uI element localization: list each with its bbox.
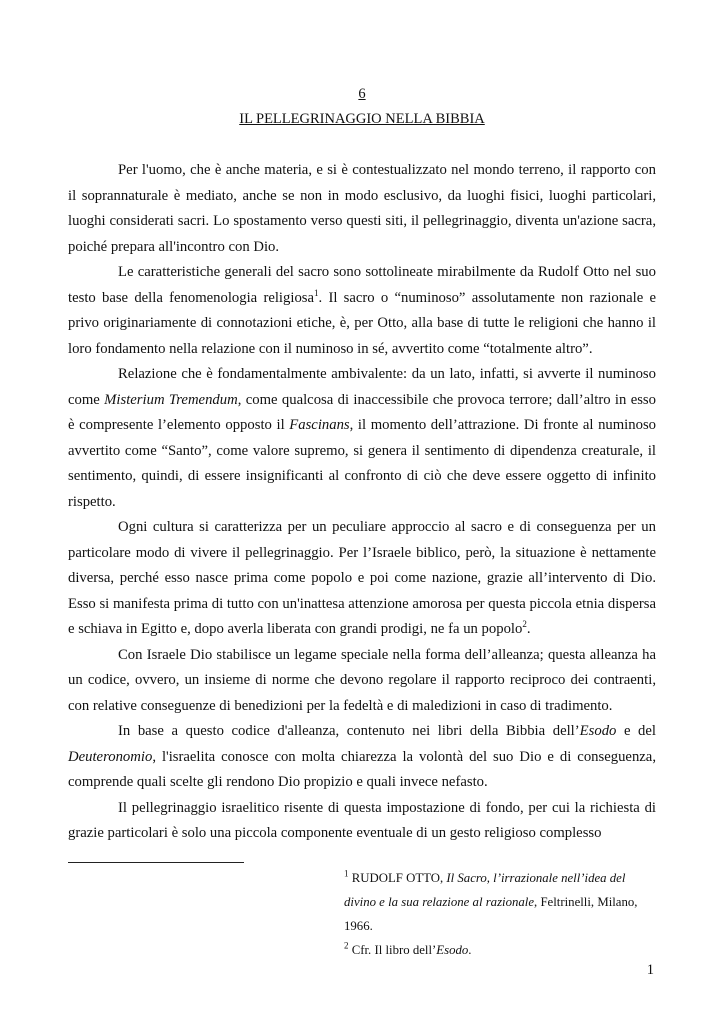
paragraph-text: , il momento dell’attrazione. Di fronte al numinoso avvertito come “Santo”, come valore supremo, si genera il sentimento di dipendenza creaturale, il sentimento, quindi, di essere insignificanti al confronto di ciò che deve essere oggetto di infinito rispetto. — [68, 417, 657, 510]
paragraph-text: Per l'uomo, che è anche materia, e si è contestualizzato nel mondo terreno, il rapporto con il soprannaturale è mediato, anche se non in modo esclusivo, da luoghi fisici, luoghi particolari, luoghi considerati sacri. Lo spostamento verso questi siti, il pellegrinaggio, diventa un'azione sacra, poiché prepara all'incontro con Dio. — [68, 162, 656, 255]
footnote-italic: Esodo — [436, 943, 469, 957]
chapter-title: IL PELLEGRINAGGIO NELLA BIBBIA — [239, 111, 485, 127]
footnote-ref-1[interactable]: 1 — [314, 287, 319, 298]
italic-term: Fascinans — [289, 417, 350, 433]
paragraph-text: Le caratteristiche generali del sacro sono sottolineate mirabilmente da Rudolf Otto nel suo testo base della fenomenologia religiosa — [68, 264, 656, 306]
footnote-text: , Feltrinelli, Milano, 1966. — [344, 895, 638, 933]
body-text — [68, 158, 656, 847]
footnote-italic: Il Sacro, l’irrazionale nell’idea del divino e la sua relazione al razionale — [344, 871, 626, 909]
paragraph-text: Ogni cultura si caratterizza per un peculiare approccio al sacro e di conseguenza per un particolare modo di vivere il pellegrinaggio. Per l’Israele biblico, però, la situazione è nettamente diversa, perché esso nasce prima come popolo e poi come nazione, grazie all’intervento di Dio. Esso si manifesta prima di tutto con un'inattesa attenzione amorosa per questa piccola etnia dispersa e schiava in Egitto e, dopo averla liberata con grandi prodigi, ne fa un popolo — [68, 519, 656, 637]
document-page — [68, 0, 656, 1024]
italic-term: Misterium Tremendum — [104, 391, 238, 408]
paragraph-text: In base a questo codice d'alleanza, contenuto nei libri della Bibbia dell’ — [118, 723, 580, 739]
footnote-2 — [344, 938, 654, 962]
page-number: 1 — [646, 962, 654, 978]
footnote-number: 2 — [344, 940, 349, 951]
footnote-1 — [344, 866, 654, 938]
footnote-text: . — [468, 943, 472, 957]
paragraph-text: , come qualcosa di inaccessibile che provoca terrore; dall’altro in esso è compresente l’elemento opposto il — [68, 391, 656, 433]
footnote-ref-2[interactable]: 2 — [522, 619, 527, 630]
chapter-number: 6 — [358, 86, 366, 102]
paragraph-text: Relazione che è fondamentalmente ambivalente: da un lato, infatti, si avverte il numinoso come — [68, 366, 656, 408]
paragraph-text: Il pellegrinaggio israelitico risente di questa impostazione di fondo, per cui la richiesta di grazie particolari è solo una piccola componente eventuale di un gesto religioso complesso — [68, 799, 656, 841]
footnote-number: 1 — [344, 868, 349, 879]
italic-term: Esodo — [579, 723, 617, 739]
paragraph-text: , l'israelita conosce con molta chiarezza la volontà del suo Dio e di conseguenza, comprende quali scelte gli rendono Dio propizio e quali invece nefasto. — [68, 748, 656, 790]
footnote-text: Cfr. Il libro dell’ — [348, 943, 437, 957]
paragraph-text: Con Israele Dio stabilisce un legame speciale nella forma dell’alleanza; questa alleanza ha un codice, ovvero, un insieme di norme che devono regolare il rapporto reciproco dei contraenti, con relative conseguenze di benedizioni per la fedeltà e di maledizioni in caso di tradimento. — [68, 646, 656, 714]
paragraph-text: . Il sacro o “numinoso” assolutamente non razionale e privo originariamente di connotazioni etiche, è, per Otto, alla base di tutte le religioni che hanno il loro fondamento nella relazione con il numinoso in sé, avvertito come “totalmente altro”. — [68, 289, 656, 357]
paragraph-5 — [68, 643, 656, 720]
footnote-text: RUDOLF OTTO, — [348, 871, 447, 885]
paragraph-3 — [68, 362, 656, 515]
paragraph-text: e del — [616, 723, 657, 739]
paragraph-1 — [68, 158, 656, 260]
italic-term: Deuteronomio — [68, 748, 153, 765]
footnote-separator — [68, 862, 244, 863]
paragraph-7 — [68, 796, 656, 847]
paragraph-4 — [68, 515, 656, 643]
paragraph-2 — [68, 260, 656, 362]
paragraph-6 — [68, 719, 656, 796]
footnotes — [344, 866, 654, 962]
paragraph-text: . — [526, 621, 531, 637]
